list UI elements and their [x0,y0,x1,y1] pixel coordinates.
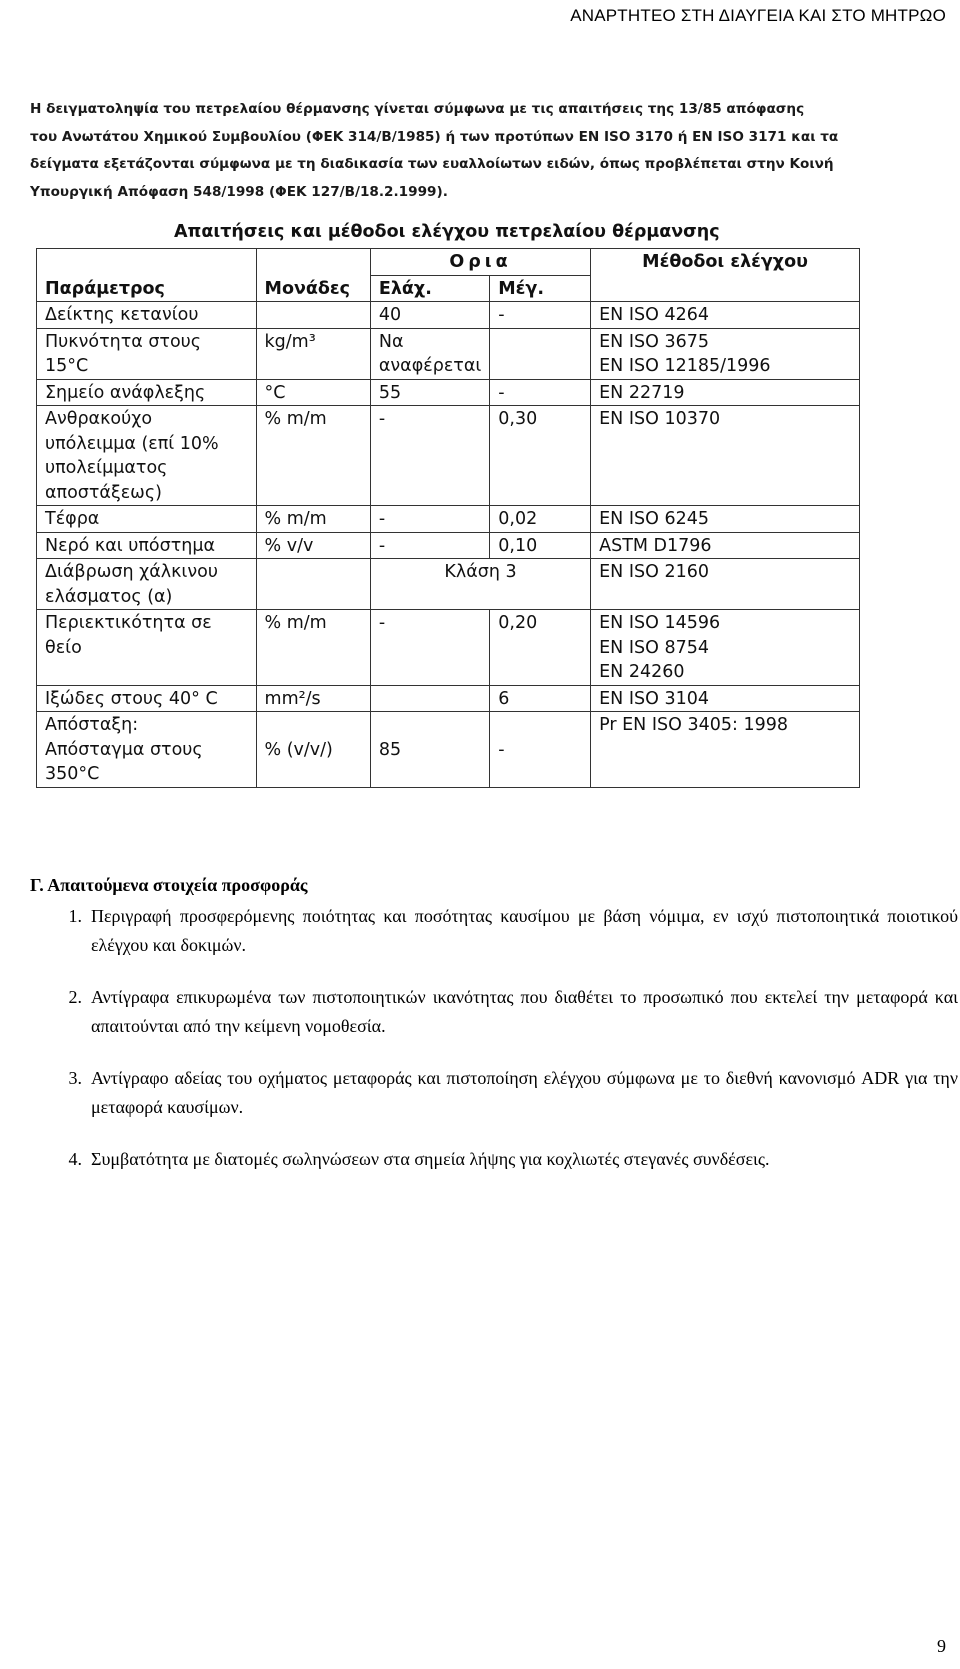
cell-units: % v/v [256,532,370,559]
list-item-number: 3. [68,1068,82,1088]
cell-min: - [370,506,489,533]
cell-parameter: Τέφρα [37,506,257,533]
cell-max: 0,02 [490,506,591,533]
cell-parameter: Απόσταξη: Απόσταγμα στους 350°C [37,712,257,788]
cell-methods: EN ISO 3104 [591,685,860,712]
table-row [37,328,860,379]
page-number: 9 [937,1636,946,1656]
header-max: Μέγ. [490,275,591,302]
table-row [37,610,860,686]
cell-min: - [370,406,489,506]
cell-min [370,685,489,712]
cell-limits-merged: Κλάση 3 [370,559,590,610]
requirements-table [36,248,860,788]
cell-units: kg/m³ [256,328,370,379]
header-min: Ελάχ. [370,275,489,302]
list-item-text: Αντίγραφο αδείας του οχήματος μεταφοράς και πιστοποίηση ελέγχου σύμφωνα με το διεθνή κανονισμό ADR για την μεταφορά καυσίμων. [91,1068,958,1117]
cell-max [490,328,591,379]
list-item-number: 1. [68,906,82,926]
cell-max: - [490,379,591,406]
header-units: Μονάδες [256,249,370,302]
table-row [37,379,860,406]
cell-min: 40 [370,302,489,329]
table-header-row [37,249,860,276]
list-item [30,983,958,1041]
cell-max: 6 [490,685,591,712]
cell-min: - [370,610,489,686]
list-item [30,1064,958,1122]
cell-units: % m/m [256,406,370,506]
cell-max: - [490,302,591,329]
intro-line: Υπουργική Απόφαση 548/1998 (ΦΕΚ 127/Β/18.2.1999). [30,183,448,200]
cell-methods: EN ISO 14596 EN ISO 8754 EN 24260 [591,610,860,686]
list-item-text: Αντίγραφα επικυρωμένα των πιστοποιητικών ικανότητας που διαθέτει το προσωπικό που εκτελεί την μεταφορά και απαιτούνται από την κείμενη νομοθεσία. [91,987,958,1036]
cell-parameter: Περιεκτικότητα σε θείο [37,610,257,686]
cell-methods: ASTM D1796 [591,532,860,559]
cell-min: 55 [370,379,489,406]
cell-units: % m/m [256,610,370,686]
table-row [37,532,860,559]
intro-line: Η δειγματοληψία του πετρελαίου θέρμανσης γίνεται σύμφωνα με τις απαιτήσεις της 13/85 απόφασης [30,101,805,117]
table-row [37,685,860,712]
cell-methods: EN ISO 10370 [591,406,860,506]
list-item [30,902,958,960]
header-methods: Μέθοδοι ελέγχου [591,249,860,302]
cell-parameter: Ιξώδες στους 40° C [37,685,257,712]
cell-max: 0,10 [490,532,591,559]
list-item-number: 4. [68,1149,82,1169]
cell-units [256,559,370,610]
cell-methods: EN ISO 4264 [591,302,860,329]
cell-parameter: Ανθρακούχο υπόλειμμα (επί 10% υπολείμματος αποστάξεως) [37,406,257,506]
list-item [30,1145,958,1174]
cell-min: 85 [370,712,489,788]
cell-parameter: Νερό και υπόστημα [37,532,257,559]
page-header: ΑΝΑΡΤΗΤΕΟ ΣΤΗ ΔΙΑΥΓΕΙΑ ΚΑΙ ΣΤΟ ΜΗΤΡΩΟ [570,6,946,25]
cell-methods: EN 22719 [591,379,860,406]
header-parameter: Παράμετρος [37,249,257,302]
list-item-text: Περιγραφή προσφερόμενης ποιότητας και ποσότητας καυσίμου με βάση νόμιμα, εν ισχύ πιστοποιητικά ποιοτικού ελέγχου και δοκιμών. [91,906,958,955]
cell-units: % (v/v/) [256,712,370,788]
table-row [37,712,860,788]
cell-parameter: Σημείο ανάφλεξης [37,379,257,406]
cell-max: - [490,712,591,788]
intro-line: του Ανωτάτου Χημικού Συμβουλίου (ΦΕΚ 314/Β/1985) ή των προτύπων EN ISO 3170 ή EN ISO 3171 και τα [30,128,839,145]
cell-methods: Pr EN ISO 3405: 1998 [591,712,860,788]
table-row [37,302,860,329]
cell-units: % m/m [256,506,370,533]
cell-max: 0,30 [490,406,591,506]
intro-line: δείγματα εξετάζονται σύμφωνα με τη διαδικασία των ευαλλοίωτων ειδών, όπως προβλέπεται στην Κοινή [30,156,834,172]
cell-parameter: Πυκνότητα στους 15°C [37,328,257,379]
list-item-number: 2. [68,987,82,1007]
cell-methods: EN ISO 6245 [591,506,860,533]
cell-units [256,302,370,329]
cell-units: °C [256,379,370,406]
cell-methods: EN ISO 3675 EN ISO 12185/1996 [591,328,860,379]
list-item-text: Συμβατότητα με διατομές σωληνώσεων στα σημεία λήψης για κοχλιωτές στεγανές συνδέσεις. [91,1149,770,1169]
cell-parameter: Διάβρωση χάλκινου ελάσματος (α) [37,559,257,610]
cell-min: Να αναφέρεται [370,328,489,379]
cell-max: 0,20 [490,610,591,686]
cell-methods: EN ISO 2160 [591,559,860,610]
table-row [37,559,860,610]
table-caption: Απαιτήσεις και μέθοδοι ελέγχου πετρελαίου θέρμανσης [174,222,720,242]
intro-paragraph [30,96,872,206]
cell-parameter: Δείκτης κετανίου [37,302,257,329]
table-row [37,506,860,533]
cell-units: mm²/s [256,685,370,712]
section-title: Γ. Απαιτούμενα στοιχεία προσφοράς [30,875,308,895]
table-row [37,406,860,506]
offer-requirements-section [30,872,958,1197]
cell-min: - [370,532,489,559]
header-limits: Ορια [370,249,590,276]
